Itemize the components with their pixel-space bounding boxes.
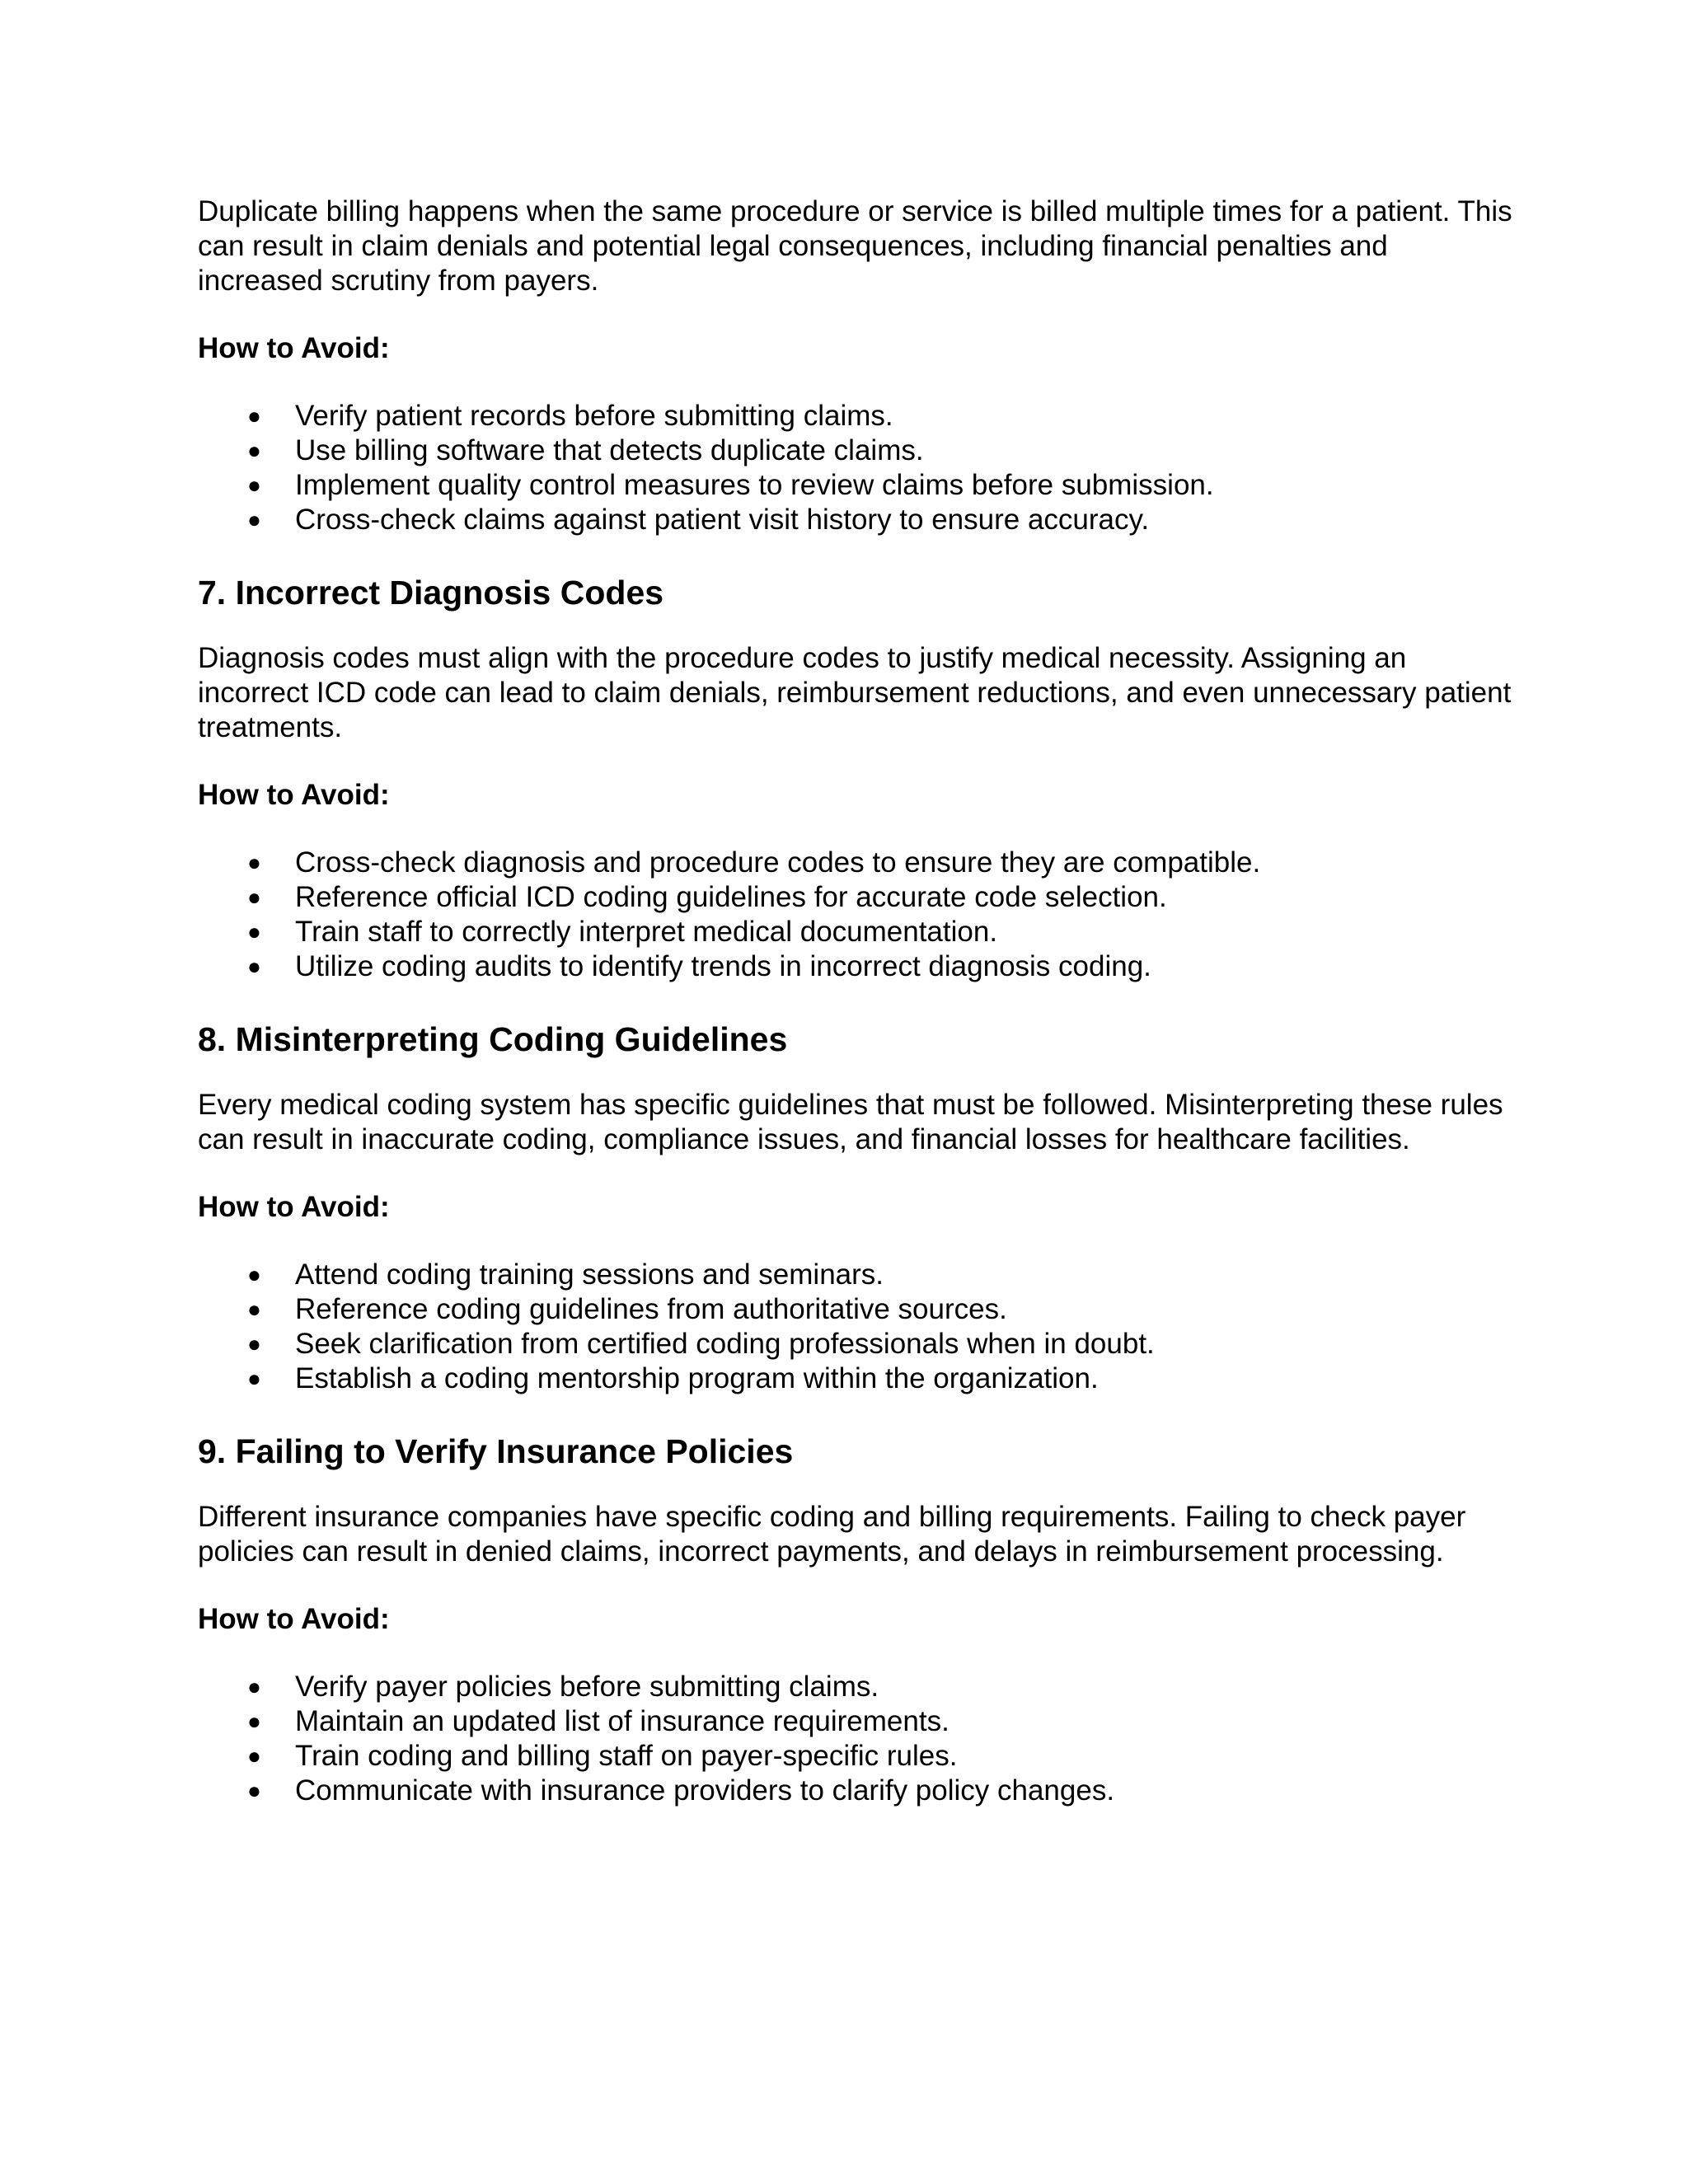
bullet-icon: ●	[247, 1708, 261, 1734]
section-8-how-to-avoid-label: How to Avoid:	[198, 1191, 390, 1223]
list-item: ● Reference official ICD coding guidelines for accurate code selection.	[247, 881, 1167, 913]
bullet-icon: ●	[247, 1743, 261, 1769]
bullet-icon: ●	[247, 884, 261, 910]
list-item: ● Train staff to correctly interpret medical documentation.	[247, 916, 998, 948]
bullet-icon: ●	[247, 850, 261, 875]
list-item: ● Cross-check claims against patient visit history to ensure accuracy.	[247, 504, 1150, 536]
section-8-heading: 8. Misinterpreting Coding Guidelines	[198, 1020, 788, 1058]
list-item: ● Train coding and billing staff on payer-specific rules.	[247, 1740, 958, 1772]
list-item: ● Cross-check diagnosis and procedure codes to ensure they are compatible.	[247, 846, 1261, 879]
list-item: ● Utilize coding audits to identify trends in incorrect diagnosis coding.	[247, 950, 1151, 982]
intro-bullet-list	[198, 399, 1517, 537]
intro-how-to-avoid-label: How to Avoid:	[198, 332, 390, 364]
section-9-heading: 9. Failing to Verify Insurance Policies	[198, 1432, 794, 1470]
bullet-icon: ●	[247, 1296, 261, 1322]
list-item: ● Communicate with insurance providers to clarify policy changes.	[247, 1774, 1115, 1807]
bullet-icon: ●	[247, 472, 261, 498]
bullet-icon: ●	[247, 1262, 261, 1287]
list-item: ● Seek clarification from certified coding professionals when in doubt.	[247, 1328, 1155, 1360]
bullet-icon: ●	[247, 1331, 261, 1357]
section-7-heading: 7. Incorrect Diagnosis Codes	[198, 574, 664, 612]
list-item: ● Maintain an updated list of insurance requirements.	[247, 1705, 950, 1737]
section-9-how-to-avoid-label: How to Avoid:	[198, 1603, 390, 1635]
bullet-icon: ●	[247, 919, 261, 944]
section-9-paragraph: Different insurance companies have specific coding and billing requirements. Failing to check payer policies can result in denied claims, incorrect payments, and delays in reimbursement processing.	[198, 1501, 1466, 1568]
section-9-bullet-list	[198, 1670, 1517, 1808]
list-item: ● Establish a coding mentorship program within the organization.	[247, 1362, 1099, 1394]
section-7-paragraph: Diagnosis codes must align with the procedure codes to justify medical necessity. Assigning an incorrect ICD code can lead to claim denials, reimbursement reductions, and even unnecessary patient treatments.	[198, 642, 1512, 743]
list-item: ● Reference coding guidelines from authoritative sources.	[247, 1293, 1007, 1325]
section-7-bullet-list	[198, 846, 1517, 984]
section-8-bullet-list	[198, 1258, 1517, 1396]
section-8-paragraph: Every medical coding system has specific guidelines that must be followed. Misinterpreting these rules can result in inaccurate coding, compliance issues, and financial losses for healthcare facilities.	[198, 1089, 1503, 1155]
bullet-icon: ●	[247, 403, 261, 429]
bullet-icon: ●	[247, 507, 261, 532]
list-item: ● Verify patient records before submitting claims.	[247, 400, 893, 432]
section-7-how-to-avoid-label: How to Avoid:	[198, 779, 390, 811]
list-item: ● Implement quality control measures to review claims before submission.	[247, 469, 1214, 501]
list-item: ● Verify payer policies before submitting claims.	[247, 1671, 879, 1703]
document-page	[198, 194, 1517, 1808]
bullet-icon: ●	[247, 954, 261, 979]
bullet-icon: ●	[247, 1366, 261, 1391]
list-item: ● Attend coding training sessions and seminars.	[247, 1258, 884, 1291]
bullet-icon: ●	[247, 438, 261, 463]
list-item: ● Use billing software that detects duplicate claims.	[247, 434, 924, 466]
intro-paragraph: Duplicate billing happens when the same procedure or service is billed multiple times for a patient. This can result in claim denials and potential legal consequences, including financial penalties and increased scrutiny from payers.	[198, 195, 1512, 297]
bullet-icon: ●	[247, 1778, 261, 1803]
bullet-icon: ●	[247, 1674, 261, 1699]
